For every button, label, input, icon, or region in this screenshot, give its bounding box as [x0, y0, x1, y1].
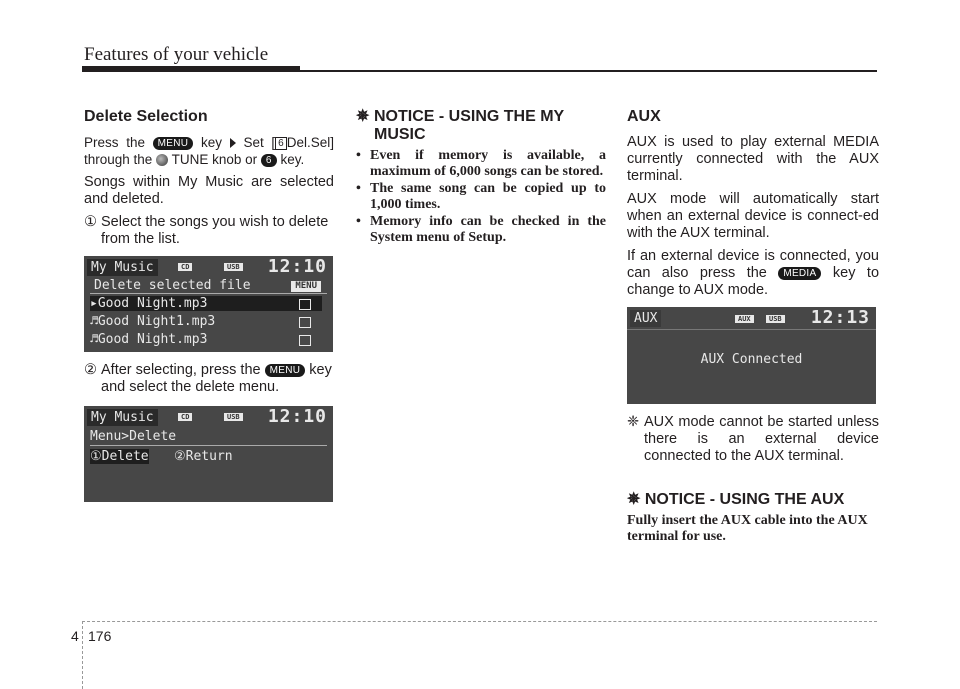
intro-set-text: Set [ — [243, 135, 276, 150]
usb-badge: USB — [224, 413, 243, 421]
aux-screen — [627, 307, 876, 404]
file-row-selected[interactable]: ▸Good Night.mp3 — [90, 296, 322, 311]
aux-para-3-a: If an external device is connected, you can also press the — [627, 248, 879, 281]
chapter-number: 4 — [71, 628, 79, 644]
cd-badge: CD — [178, 263, 192, 271]
intro-key2-text: key. — [280, 152, 305, 167]
page-number: 176 — [88, 628, 112, 644]
intro-press-text: Press the — [84, 135, 145, 150]
notice-mark-icon: ✵ — [356, 108, 370, 125]
header-line — [300, 70, 877, 72]
aux-note — [627, 414, 879, 465]
header-title: Features of your vehicle — [84, 44, 269, 65]
media-key-badge: MEDIA — [778, 267, 821, 280]
list-item: • Even if memory is available, a maximum of 6,000 songs can be stored. — [356, 148, 606, 179]
aux-para-2: AUX mode will automatically start when an external device is connect-ed with the AUX terminal. — [627, 191, 879, 241]
clock: 12:10 — [267, 256, 327, 277]
notice-my-music-title: NOTICE - USING THE MY MUSIC — [374, 108, 564, 143]
note-mark-icon: ❈ — [627, 414, 640, 430]
list-item: • Memory info can be checked in the System menu of Setup. — [356, 214, 606, 245]
step-2-text-a: After selecting, press the — [101, 362, 261, 378]
step-1-number: ① — [84, 214, 97, 230]
screen-divider — [90, 445, 327, 446]
column-delete-selection — [84, 108, 334, 502]
step-2-number: ② — [84, 362, 97, 378]
notice-aux-title: NOTICE - USING THE AUX — [644, 491, 845, 508]
menu-key-badge: MENU — [153, 137, 194, 150]
delete-selection-intro — [84, 134, 334, 168]
menu-delete-label: Menu>Delete — [90, 429, 177, 444]
checkbox-icon[interactable] — [299, 317, 311, 328]
intro-through-text: through the — [84, 152, 153, 167]
clock: 12:10 — [267, 406, 327, 427]
notice-mark-icon: ✵ — [627, 491, 641, 508]
aux-badge: AUX — [735, 315, 754, 323]
delete-option[interactable]: ①Delete — [90, 449, 149, 464]
footer-vertical-line — [82, 621, 83, 689]
aux-heading: AUX — [627, 108, 661, 125]
aux-para-1: AUX is used to play external MEDIA currently connected with the AUX terminal. — [627, 134, 879, 184]
delete-selection-para: Songs within My Music are selected and deleted. — [84, 174, 334, 207]
usb-badge: USB — [224, 263, 243, 271]
file-row[interactable]: ♬Good Night1.mp3 — [90, 314, 216, 329]
tune-knob-icon — [156, 154, 168, 166]
six-key-badge: 6 — [261, 154, 277, 167]
usb-badge: USB — [766, 315, 785, 323]
return-option[interactable]: ②Return — [174, 449, 233, 464]
list-item-text: Memory info can be checked in the System menu of Setup. — [370, 214, 606, 245]
notice-my-music-list — [356, 148, 606, 246]
intro-tune-text: TUNE knob or — [171, 152, 258, 167]
header-bar — [82, 66, 300, 72]
notice-aux — [627, 491, 879, 545]
screen-divider — [627, 329, 876, 330]
my-music-menu-delete-screen — [84, 406, 333, 502]
screen-title: My Music — [87, 259, 158, 276]
intro-key-text: key — [201, 135, 223, 150]
list-item-text: The same song can be copied up to 1,000 times. — [370, 181, 606, 212]
column-aux — [627, 108, 879, 545]
clock: 12:13 — [810, 307, 870, 328]
step-2-text — [101, 362, 334, 396]
step-2 — [84, 362, 334, 396]
notice-my-music-heading — [356, 108, 606, 148]
arrow-right-icon — [230, 138, 236, 148]
menu-key-badge: MENU — [265, 364, 306, 377]
number-6-icon: 6 — [275, 137, 287, 150]
step-1-text: Select the songs you wish to delete from the list. — [101, 214, 329, 247]
screen-divider — [90, 293, 327, 294]
file-row[interactable]: ♬Good Night.mp3 — [90, 332, 208, 347]
checkbox-icon[interactable] — [299, 335, 311, 346]
delete-selection-heading: Delete Selection — [84, 108, 208, 125]
step-2-text-b: key and select the delete menu. — [101, 362, 332, 395]
footer-divider — [82, 621, 877, 622]
screen-title: My Music — [87, 409, 158, 426]
aux-connected-message: AUX Connected — [700, 352, 803, 367]
intro-delsel-text: Del.Sel] — [286, 135, 334, 150]
aux-note-text: AUX mode cannot be started unless there is an external device connected to the AUX terminal. — [644, 414, 879, 464]
screen-title: AUX — [630, 310, 661, 327]
step-1 — [84, 214, 334, 248]
list-item-text: Even if memory is available, a maximum of 6,000 songs can be stored. — [370, 148, 606, 179]
notice-aux-text: Fully insert the AUX cable into the AUX terminal for use. — [627, 513, 868, 544]
screen-menu-tag: MENU — [291, 281, 321, 292]
my-music-delete-screen — [84, 256, 333, 352]
delete-selected-file-label: Delete selected file — [94, 278, 251, 293]
list-item: • The same song can be copied up to 1,000 times. — [356, 181, 606, 212]
checkbox-checked-icon[interactable] — [299, 299, 311, 310]
notice-aux-heading — [627, 491, 879, 509]
column-notice-my-music — [356, 108, 606, 247]
aux-para-3 — [627, 248, 879, 299]
aux-para-3-b: key to change to AUX mode. — [627, 265, 880, 298]
cd-badge: CD — [178, 413, 192, 421]
